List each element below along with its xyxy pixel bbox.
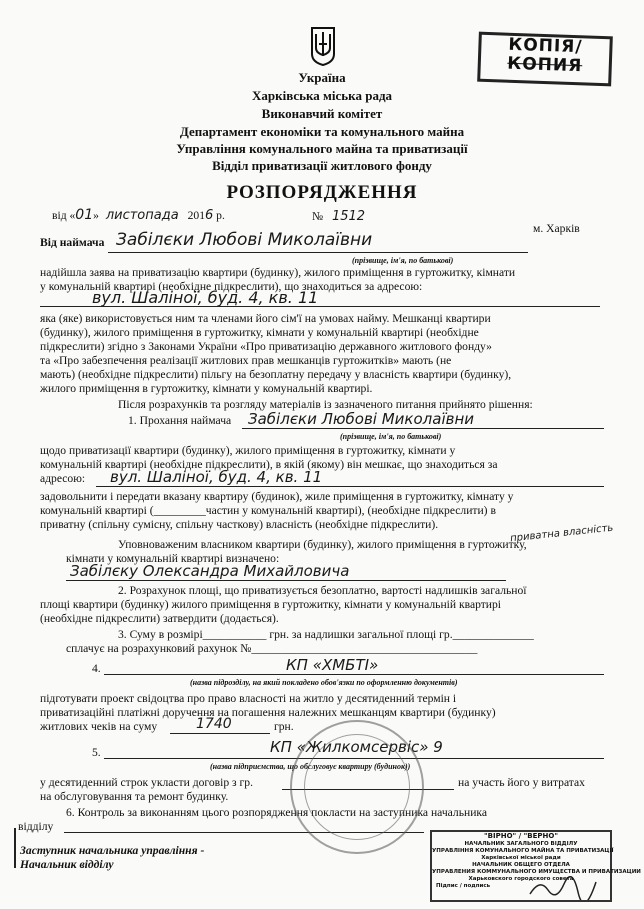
point4-line-3-end: грн. [274, 720, 294, 733]
number-sign: № [312, 210, 324, 223]
date-year-digit: 6 [204, 208, 214, 223]
body-line-6: та «Про забезпечення реалізації житлових прав мешканців гуртожитків» мають (не [40, 354, 452, 367]
point6-line-1: 6. Контроль за виконанням цього розпорядження покласти на заступника начальника [66, 806, 488, 819]
date-year-suffix: р. [216, 209, 225, 222]
seal-line-2: НАЧАЛЬНИК ЗАГАЛЬНОГО ВІДДІЛУ [464, 841, 578, 847]
official-round-seal [290, 720, 424, 854]
owner-handwritten: Забілєку Олександра Михайловича [70, 562, 350, 580]
point5-caption: (назва підприємства, що обслуговує квартиру (будинок)) [210, 762, 411, 771]
signature-role-1: Заступник начальника управління - [20, 844, 205, 857]
point5-line-1: у десятиденний строк укласти договір з гр. [40, 776, 253, 789]
point3-line-1: 3. Суму в розмірі___________ грн. за надлишки загальної площі гр.______________ [118, 628, 534, 641]
document-title: РОЗПОРЯДЖЕННЯ [226, 182, 418, 203]
point1-line-6: приватну (спільну сумісну, спільну часткову) власність (необхідне підкреслити). [40, 518, 439, 531]
header-council: Харківська міська рада [251, 88, 393, 103]
date-from-label: від « [52, 209, 76, 222]
certified-copy-stamp [430, 830, 641, 902]
body-line-4: (будинку), жилого приміщення в гуртожитку, кімнати у комунальній квартирі (необхідне [40, 326, 479, 339]
seal-line-1: "ВІРНО" / "ВЕРНО" [484, 832, 558, 840]
city: м. Харків [533, 222, 580, 235]
date-month: листопада [105, 208, 179, 223]
header-country: Україна [298, 70, 346, 85]
point1-line-2: комунальній квартирі (необхідне підкреслити), в якій (якому) він мешкає, що знаходиться за [40, 458, 498, 471]
date-quote: » [93, 209, 99, 222]
seal-line-3: УПРАВЛІННЯ КОМУНАЛЬНОГО МАЙНА ТА ПРИВАТИЗАЦІЇ [432, 848, 614, 854]
body-line-3: яка (яке) використовується ним та членами його сім'ї на умовах найму. Мешканці квартири [40, 312, 491, 325]
point2-line-3: (необхідне підкреслити) затвердити (додається). [40, 612, 279, 625]
point4-number: 4. [92, 662, 101, 675]
tenant-name: Забілєки Любові Миколаївни [116, 230, 373, 250]
dateline [52, 208, 225, 223]
header-division: Відділ приватизації житлового фонду [212, 158, 432, 173]
point1-line-7: Уповноваженим власником квартири (будинку), жилого приміщення в гуртожитку, [118, 538, 527, 551]
point5-organization-handwritten: КП «Жилкомсервіс» 9 [270, 738, 443, 756]
signature-bar [14, 828, 16, 868]
header-committee: Виконавчий комітет [261, 106, 383, 121]
copy-stamp-line1: КОПІЯ/ [508, 34, 583, 58]
seal-line-8: Підпис / подпись [436, 883, 491, 889]
header-directorate: Управління комунального майна та приватизації [176, 141, 468, 156]
point1-caption: (прізвище, ім'я, по батькові) [340, 432, 442, 441]
point1-line-1: щодо приватизації квартири (будинку), жилого приміщення в гуртожитку, кімнати у [40, 444, 456, 457]
decree-number-value: 1512 [331, 209, 366, 224]
point1-line-4: задовольнити і передати вказану квартиру (будинок), жиле приміщення в гуртожитку, кімнату у [40, 490, 514, 503]
point2-line-1: 2. Розрахунок площі, що приватизується безоплатно, вартості надлишків загальної [118, 584, 527, 597]
point5-number: 5. [92, 746, 101, 759]
address-handwritten: вул. Шаліної, буд. 4, кв. 11 [92, 288, 319, 307]
seal-line-7: Харьковского городского совета [468, 876, 574, 882]
point4-line-3-start: житлових чеків на суму [40, 720, 158, 733]
point2-line-2: площі квартири (будинку) жилого приміщення в гуртожитку, кімнати у комунальній квартирі [40, 598, 502, 611]
tenant-label: Від наймача [40, 236, 105, 249]
body-line-5: підкреслити) згідно з Законами України «Про приватизацію державного житлового фонду» [40, 340, 492, 353]
body-line-7: мають) (необхідне підкреслити) пільгу на безоплатну передачу у власність квартири (будинку), [40, 368, 512, 381]
header-department: Департамент економіки та комунального майна [179, 124, 465, 139]
point4-line-2: приватизаційні платіжні доручення на погашення належних мешканцям квартири (будинку) [40, 706, 496, 719]
point4-organization-handwritten: КП «ХМБТІ» [286, 656, 379, 674]
point5-line-1-end: на участь його у витратах [458, 776, 585, 789]
seal-line-6: УПРАВЛЕНИЯ КОММУНАЛЬНОГО ИМУЩЕСТВА И ПРИВАТИЗАЦИИ [432, 869, 641, 875]
copy-stamp-line2: КОПИЯ [507, 53, 583, 77]
date-year-prefix: 201 [187, 209, 205, 222]
signature-role-2: Начальник відділу [20, 858, 114, 871]
seal-line-5: НАЧАЛЬНИК ОБЩЕГО ОТДЕЛА [472, 862, 570, 868]
point1-address-handwritten: вул. Шаліної, буд. 4, кв. 11 [110, 468, 323, 486]
date-day: 01 [75, 207, 94, 223]
body-line-2: у комунальній квартирі (необхідне підкреслити), що знаходиться за адресою: [40, 280, 423, 293]
point1-name: Забілєки Любові Миколаївни [248, 410, 475, 428]
point4-line-1: підготувати проект свідоцтва про право власності на житло у десятиденний термін і [40, 692, 457, 705]
seal-line-4: Харківської міської ради [481, 855, 561, 861]
point1-start: 1. Прохання наймача [128, 414, 232, 427]
coat-of-arms-icon [309, 26, 337, 66]
point1-address-label: адресою: [40, 472, 86, 485]
point4-sum-handwritten: 1740 [196, 716, 232, 732]
decree-number [312, 210, 365, 224]
body-line-9: Після розрахунків та розгляду матеріалів із зазначеного питання прийнято рішення: [118, 398, 533, 411]
point1-line-5: комунальній квартирі (_________частин у комунальній квартирі), (необхідне підкреслити) в [40, 504, 496, 517]
point1-line-8: кімнати у комунальній квартирі визначено: [66, 552, 280, 565]
body-line-8: жилого приміщення в гуртожитку, кімнати у комунальній квартирі. [40, 382, 373, 395]
point5-line-2: на обслуговування та ремонт будинку. [40, 790, 229, 803]
tenant-caption: (прізвище, ім'я, по батькові) [352, 256, 454, 265]
margin-note-handwritten: приватна власність [509, 522, 614, 545]
point6-line-2: відділу [18, 820, 54, 833]
point4-caption: (назва підрозділу, на який покладено обов'язки по оформленню документів) [190, 678, 458, 687]
body-line-1: надійшла заява на приватизацію квартири (будинку), жилого приміщення в гуртожитку, кімнати [40, 266, 516, 279]
point3-line-2: сплачує на розрахунковий рахунок №_______________________________________ [66, 642, 478, 655]
